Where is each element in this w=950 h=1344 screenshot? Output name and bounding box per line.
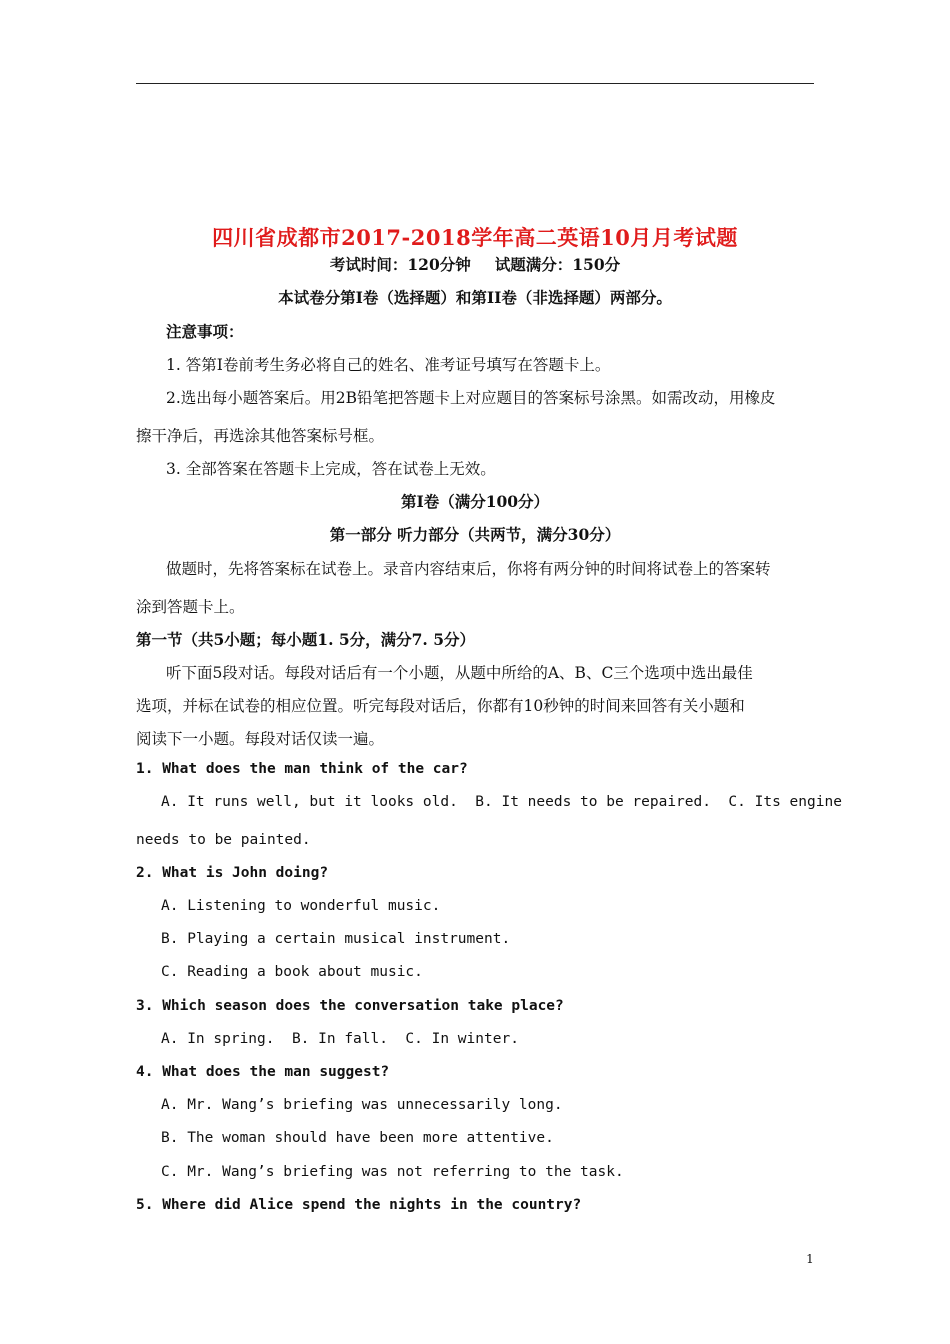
note-item-1: 1. 答第Ⅰ卷前考生务必将自己的姓名、准考证号填写在答题卡上。 (166, 356, 611, 374)
question-2-stem: 2. What is John doing? (136, 865, 329, 881)
volume-1-heading: 第Ⅰ卷（满分100分） (400, 492, 550, 511)
note-item-2-line-1: 2.选出每小题答案后。用2B铅笔把答题卡上对应题目的答案标号涂黑。如需改动，用橡皮 (166, 389, 776, 407)
note-item-2-line-2: 擦干净后，再选涂其他答案标号框。 (136, 427, 385, 445)
page-number: 1 (806, 1252, 814, 1266)
section-1-intro-line-1: 听下面5段对话。每段对话后有一个小题，从题中所给的A、B、C三个选项中选出最佳 (166, 664, 753, 682)
notes-heading: 注意事项： (166, 322, 244, 341)
part-1-heading: 第一部分 听力部分（共两节，满分30分） (329, 525, 621, 544)
question-3-options: A. In spring. B. In fall. C. In winter. (161, 1031, 519, 1047)
question-2-option-a: A. Listening to wonderful music. (161, 898, 441, 914)
exam-time: 考试时间：120分钟 (329, 255, 471, 274)
header-rule (136, 83, 814, 84)
question-2-option-b: B. Playing a certain musical instrument. (161, 931, 511, 947)
question-1-stem: 1. What does the man think of the car? (136, 761, 468, 777)
section-1-heading: 第一节（共5小题；每小题1. 5分，满分7. 5分） (136, 630, 476, 649)
note-item-3: 3. 全部答案在答题卡上完成，答在试卷上无效。 (166, 460, 496, 478)
question-2-option-c: C. Reading a book about music. (161, 964, 423, 980)
exam-info (0, 253, 950, 275)
question-4-option-a: A. Mr. Wang’s briefing was unnecessarily long. (161, 1097, 563, 1113)
listening-intro-line-2: 涂到答题卡上。 (136, 598, 245, 616)
question-4-option-b: B. The woman should have been more attentive. (161, 1130, 554, 1146)
paper-composition: 本试卷分第Ⅰ卷（选择题）和第II卷（非选择题）两部分。 (278, 288, 672, 307)
section-1-intro-line-2: 选项，并标在试卷的相应位置。听完每段对话后，你都有10秒钟的时间来回答有关小题和 (136, 697, 745, 715)
question-4-stem: 4. What does the man suggest? (136, 1064, 390, 1080)
listening-intro-line-1: 做题时，先将答案标在试卷上。录音内容结束后，你将有两分钟的时间将试卷上的答案转 (166, 560, 771, 578)
question-1-options-line-1: A. It runs well, but it looks old. B. It needs to be repaired. C. Its engine (161, 794, 842, 810)
section-1-intro-line-3: 阅读下一小题。每段对话仅读一遍。 (136, 730, 385, 748)
question-1-options-line-2: needs to be painted. (136, 832, 311, 848)
question-3-stem: 3. Which season does the conversation take place? (136, 998, 564, 1014)
page-title: 四川省成都市2017-2018学年高二英语10月月考试题 (212, 225, 738, 250)
question-4-option-c: C. Mr. Wang’s briefing was not referring to the task. (161, 1164, 624, 1180)
full-score: 试题满分：150分 (494, 255, 621, 274)
question-5-stem: 5. Where did Alice spend the nights in the country? (136, 1197, 582, 1213)
